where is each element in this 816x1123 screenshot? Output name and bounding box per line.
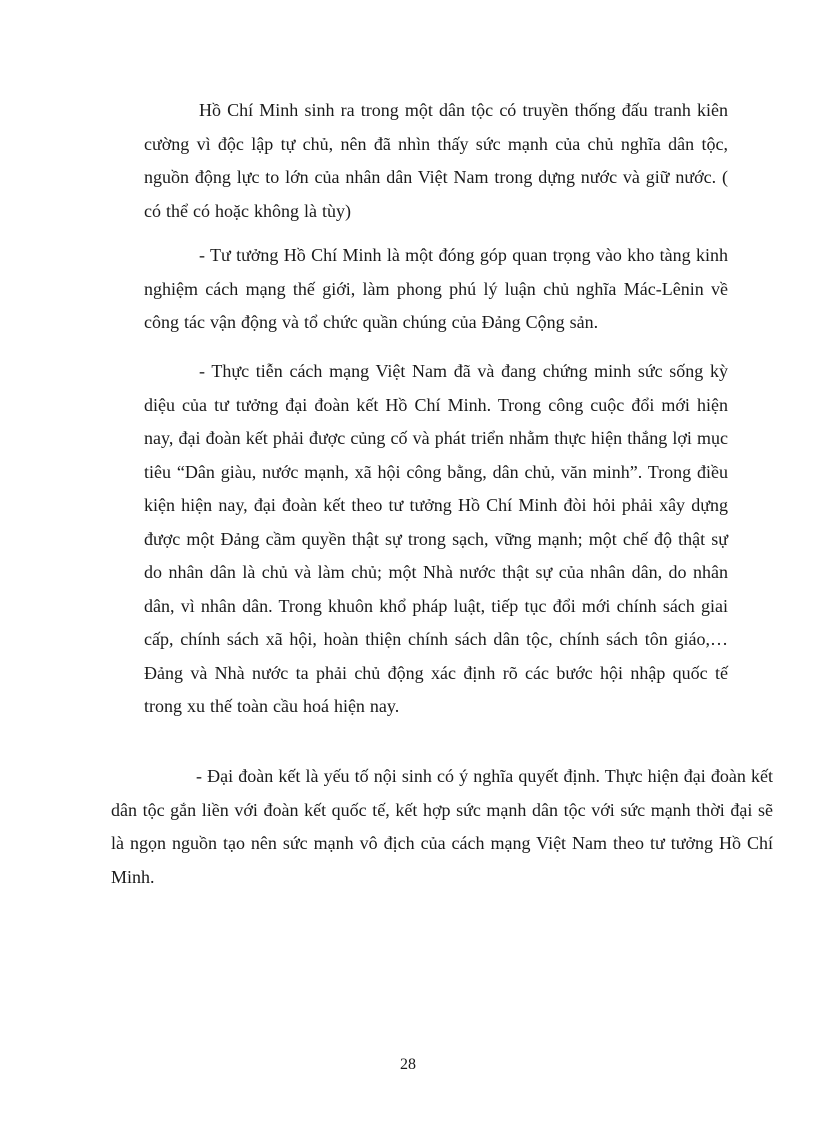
page-number: 28 [400,1056,416,1073]
paragraph-practice: - Thực tiễn cách mạng Việt Nam đã và đang chứng minh sức sống kỳ diệu của tư tưởng đại đoàn kết Hồ Chí Minh. Trong công cuộc đổi mới hiện nay, đại đoàn kết phải được củng cố và phát triển nhằm thực hiện thắng lợi mục tiêu “Dân giàu, nước mạnh, xã hội công bằng, dân chủ, văn minh”. Trong điều kiện hiện nay, đại đoàn kết theo tư tưởng Hồ Chí Minh đòi hỏi phải xây dựng được một Đảng cầm quyền thật sự trong sạch, vững mạnh; một chế độ thật sự do nhân dân là chủ và làm chủ; một Nhà nước thật sự của nhân dân, do nhân dân, vì nhân dân. Trong khuôn khổ pháp luật, tiếp tục đổi mới chính sách giai cấp, chính sách xã hội, hoàn thiện chính sách dân tộc, chính sách tôn giáo,… Đảng và Nhà nước ta phải chủ động xác định rõ các bước hội nhập quốc tế trong xu thế toàn cầu hoá hiện nay. [144,361,728,716]
paragraph-contribution: - Tư tưởng Hồ Chí Minh là một đóng góp quan trọng vào kho tàng kinh nghiệm cách mạng thế giới, làm phong phú lý luận chủ nghĩa Mác-Lênin về công tác vận động và tổ chức quần chúng của Đảng Cộng sản. [144,245,728,332]
paragraph-ho-chi-minh-origin: Hồ Chí Minh sinh ra trong một dân tộc có truyền thống đấu tranh kiên cường vì độc lập tự chủ, nên đã nhìn thấy sức mạnh của chủ nghĩa dân tộc, nguồn động lực to lớn của nhân dân Việt Nam trong dựng nước và giữ nước. ( có thể có hoặc không là tùy) [144,100,728,221]
paragraph-great-unity: - Đại đoàn kết là yếu tố nội sinh có ý nghĩa quyết định. Thực hiện đại đoàn kết dân tộc gắn liền với đoàn kết quốc tế, kết hợp sức mạnh dân tộc với sức mạnh thời đại sẽ là ngọn nguồn tạo nên sức mạnh vô địch của cách mạng Việt Nam theo tư tưởng Hồ Chí Minh. [111,766,773,887]
